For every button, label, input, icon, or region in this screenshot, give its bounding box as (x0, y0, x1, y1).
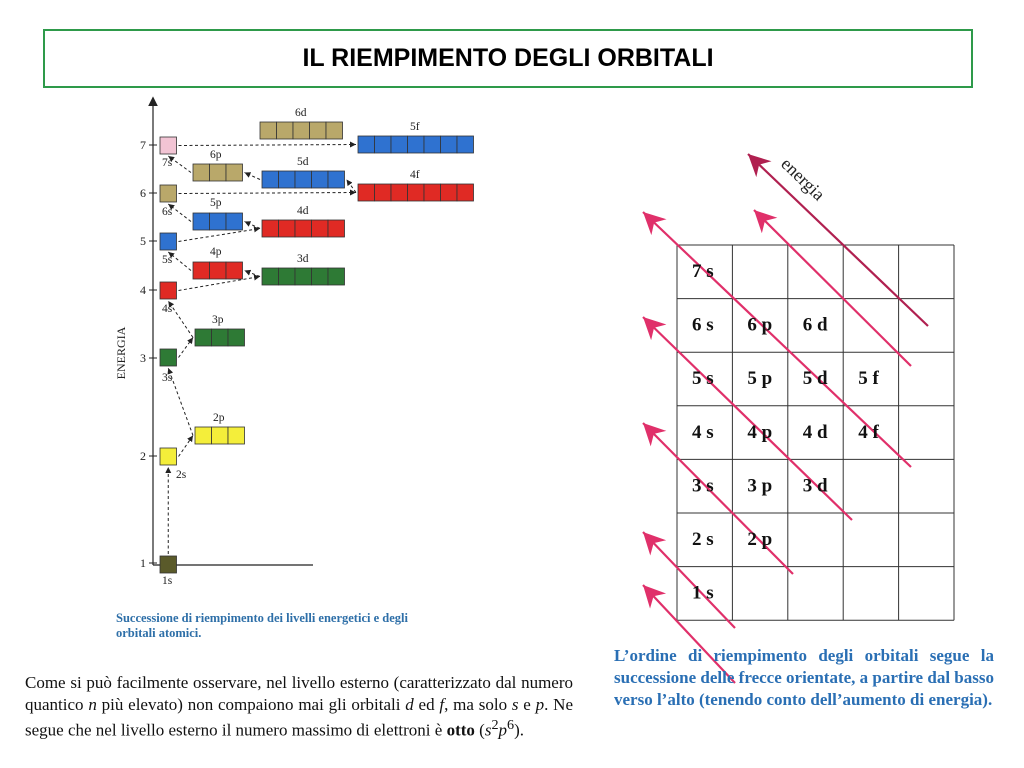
orbital-label: 5f (410, 121, 420, 133)
diagram-caption: Successione di riempimento dei livelli energetici e degli orbitali atomici. (116, 611, 408, 640)
orbital-label: 6p (210, 149, 222, 161)
grid-caption: L’ordine di riempimento degli orbitali segue la successione delle frecce orientate, a partire dal basso verso l’alto (tenendo conto dell’aumento di energia). (614, 646, 994, 709)
orbital-label: 4s (162, 303, 173, 315)
grid-cell-1s: 1 s (692, 582, 714, 604)
grid-cell-5d: 5 d (802, 368, 828, 390)
orbital-label: 7s (162, 157, 173, 169)
filling-order-arrow (643, 532, 735, 628)
orbital-label: 4p (210, 246, 222, 258)
orbital-label: 2p (213, 412, 225, 424)
page-title: IL RIEMPIMENTO DEGLI ORBITALI (43, 29, 973, 88)
orbital-label: 3p (212, 314, 224, 326)
grid-cell-7s: 7 s (692, 261, 714, 282)
level-label: 4 (140, 283, 146, 297)
grid-cell-3p: 3 p (747, 475, 773, 497)
orbital-label: 1s (162, 575, 173, 587)
energy-label: energia (777, 153, 829, 205)
energy-arrow (748, 154, 928, 326)
level-label: 3 (140, 351, 146, 365)
grid-cell-2s: 2 s (692, 529, 714, 550)
orbital-label: 6s (162, 206, 173, 218)
filling-order-arrow (643, 423, 793, 574)
grid-cell-4d: 4 d (802, 421, 828, 443)
orbital-label: 4d (297, 205, 309, 217)
grid-cell-2p: 2 p (747, 529, 773, 550)
orbital-label: 5p (210, 197, 222, 209)
level-label: 6 (140, 186, 146, 200)
grid-cell-6s: 6 s (692, 314, 714, 336)
level-label: 5 (140, 234, 146, 248)
orbital-label: 2s (176, 469, 187, 481)
orbital-label: 5d (297, 156, 309, 168)
body-paragraph: Come si può facilmente osservare, nel livello esterno (caratterizzato dal numero quantico n più elevato) non compaiono mai gli orbitali d ed f, ma solo s e p. Ne segue che nel livello esterno il numero massimo di elettroni è otto $(s^2p^6)$. (25, 673, 574, 740)
level-label: 2 (140, 449, 146, 463)
orbital-label: 3d (297, 253, 309, 265)
orbital-label: 4f (410, 169, 420, 181)
grid-cell-6d: 6 d (802, 314, 828, 336)
grid-cell-5f: 5 f (858, 368, 879, 390)
grid-cell-4s: 4 s (692, 421, 714, 443)
level-label: 1 (140, 556, 146, 570)
grid-cell-6p: 6 p (747, 314, 773, 336)
level-label: 7 (140, 138, 146, 152)
energy-axis-label: ENERGIA (114, 326, 128, 380)
diagonal-arrows (643, 210, 911, 683)
grid-cell-4f: 4 f (858, 421, 879, 443)
orbital-label: 3s (162, 372, 173, 384)
orbital-label: 5s (162, 254, 173, 266)
grid-cell-5p: 5 p (747, 368, 773, 390)
grid-cell-3s: 3 s (692, 475, 714, 497)
grid-cell-4p: 4 p (747, 421, 773, 443)
orbital-label: 6d (295, 107, 307, 119)
grid-cell-5s: 5 s (692, 368, 714, 390)
grid-cell-3d: 3 d (802, 475, 828, 497)
